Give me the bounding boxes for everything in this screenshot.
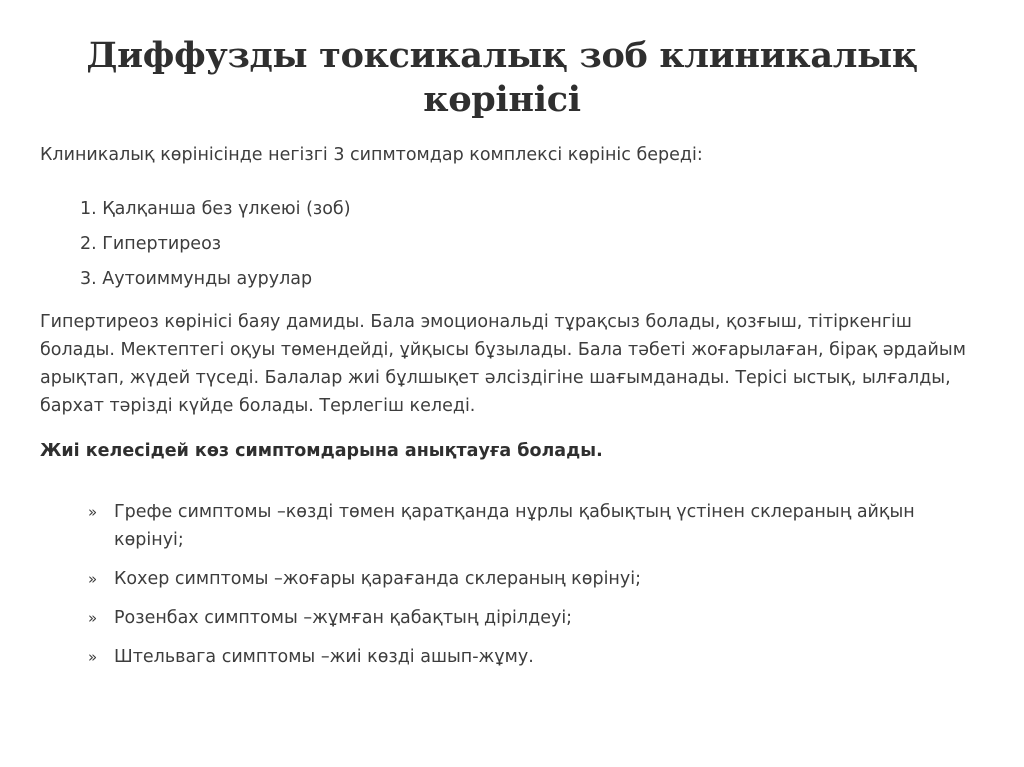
- list-item-text: Грефе симптомы –көзді төмен қаратқанда нұрлы қабықтың үстінен склераның айқын көрінуі;: [114, 502, 915, 550]
- eye-symptoms-list: [40, 498, 964, 671]
- list-item: 3. Аутоиммунды аурулар: [80, 269, 313, 289]
- list-item: [88, 643, 954, 671]
- bullet-marker-icon: »: [88, 570, 98, 588]
- intro-text: Клиникалық көрінісінде негізгі 3 сипмтомдар комплексі көрініс береді:: [40, 145, 703, 165]
- list-item: 2. Гипертиреоз: [80, 234, 222, 254]
- list-item-text: Кохер симптомы –жоғары қарағанда склераның көрінуі;: [114, 569, 641, 589]
- bullet-marker-icon: »: [88, 503, 98, 521]
- list-item: [88, 565, 954, 593]
- bullet-marker-icon: »: [88, 609, 98, 627]
- bullet-marker-icon: »: [88, 648, 98, 666]
- hyperthyroidism-paragraph: Гипертиреоз көрінісі баяу дамиды. Бала эмоциональді тұрақсыз болады, қозғыш, тітіркенгіш болады. Мектептегі оқуы төмендейді, ұйқысы бұзылады. Бала тәбеті жоғарылаған, бірақ әрдайым арықтап, жүдей түседі. Балалар жиі бұлшықет әлсіздігіне шағымданады. Терісі ыстық, ылғалды, бархат тәрізді күйде болады. Терлегіш келеді.: [40, 312, 966, 416]
- symptom-complex-list: [40, 196, 964, 292]
- eye-symptoms-heading: Жиі келесідей көз симптомдарына анықтауға болады.: [40, 441, 603, 461]
- list-item: [88, 604, 954, 632]
- list-item: [88, 498, 954, 554]
- list-item-text: Штельвага симптомы –жиі көзді ашып-жұму.: [114, 647, 534, 667]
- list-item-text: Розенбах симптомы –жұмған қабақтың дірілдеуі;: [114, 608, 573, 628]
- slide-title: Диффузды токсикалық зоб клиникалық көрінісі: [86, 35, 918, 120]
- list-item: 1. Қалқанша без үлкеюі (зоб): [80, 199, 351, 219]
